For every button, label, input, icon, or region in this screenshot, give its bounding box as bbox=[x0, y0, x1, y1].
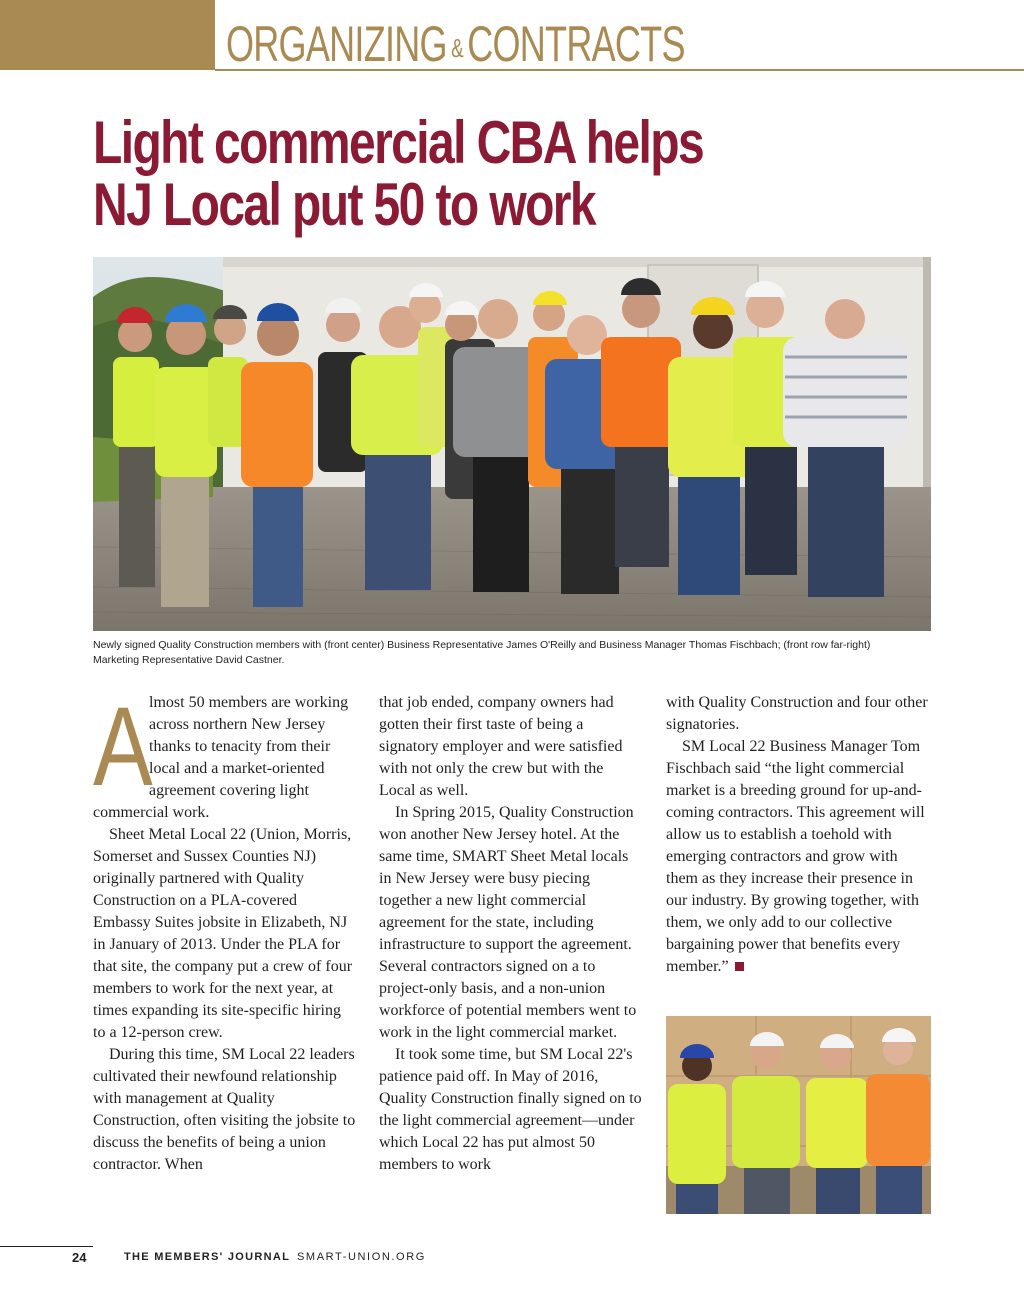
end-mark-icon bbox=[735, 962, 744, 971]
paragraph: In Spring 2015, Quality Construction won another New Jersey hotel. At the same time, SMART Sheet Metal locals in New Jersey were busy piecing together a new light commercial agreement for the state, including infrastructure to support the agreement. Several contractors signed on a to project-only basis, and a non-union workforce of potential members went to work in the light commercial market. bbox=[379, 804, 637, 1041]
paragraph-quote bbox=[666, 736, 930, 978]
paragraph: During this time, SM Local 22 leaders cultivated their newfound relationship with management at Quality Construction, often visiting the jobsite to discuss the benefits of being a union contractor. When bbox=[93, 1046, 356, 1173]
paragraph-intro: lmost 50 members are working across northern New Jersey thanks to tenacity from their local and a market-oriented agreement covering light commercial work. bbox=[93, 694, 349, 821]
article-column-3 bbox=[666, 692, 930, 978]
footer-rule bbox=[0, 1246, 93, 1247]
headline-line-2: NJ Local put 50 to work bbox=[93, 171, 595, 238]
drop-cap: A bbox=[93, 684, 153, 809]
section-color-block bbox=[0, 0, 215, 70]
paragraph: Sheet Metal Local 22 (Union, Morris, Somerset and Sussex Counties NJ) originally partnered with Quality Construction on a PLA-covered Embassy Suites jobsite in Elizabeth, NJ in January of 2013. Under the PLA for that site, the company put a crew of four members to work for the next year, at times expanding its site-specific hiring to a 12-person crew. bbox=[93, 826, 353, 1041]
photo-caption: Newly signed Quality Construction members with (front center) Business Representative James O'Reilly and Business Manager Thomas Fischbach; (front row far-right) Marketing Representative David Castner. bbox=[93, 639, 871, 666]
page-number: 24 bbox=[72, 1250, 87, 1265]
crew-photo bbox=[666, 1016, 931, 1214]
section-title-right: CONTRACTS bbox=[467, 16, 685, 72]
website-url: SMART-UNION.ORG bbox=[297, 1251, 426, 1263]
paragraph: It took some time, but SM Local 22's patience paid off. In May of 2016, Quality Construction finally signed on to the light commercial agreement—under which Local 22 has put almost 50 members to work bbox=[379, 1046, 642, 1173]
headline-line-1: Light commercial CBA helps bbox=[93, 109, 704, 176]
paragraph: that job ended, company owners had gotten their first taste of being a signatory employer and were satisfied with not only the crew but with the Local as well. bbox=[379, 694, 623, 799]
section-title-left: ORGANIZING bbox=[226, 16, 447, 72]
section-title-ampersand: & bbox=[451, 33, 463, 63]
quote-text: SM Local 22 Business Manager Tom Fischbach said “the light commercial market is a breeding ground for up-and-coming contractors. This agreement will allow us to establish a toehold with emerging contractors and grow with them as they increase their presence in our industry. By growing together, with them, we only add to our collective bargaining power that benefits every member.” bbox=[666, 738, 925, 975]
article-column-1 bbox=[93, 684, 357, 1176]
article-headline bbox=[93, 109, 813, 238]
article-column-2 bbox=[379, 692, 643, 1176]
group-photo bbox=[93, 257, 931, 631]
publication-name: THE MEMBERS' JOURNAL bbox=[124, 1251, 291, 1263]
paragraph: with Quality Construction and four other signatories. bbox=[666, 694, 928, 733]
section-title bbox=[226, 16, 685, 80]
